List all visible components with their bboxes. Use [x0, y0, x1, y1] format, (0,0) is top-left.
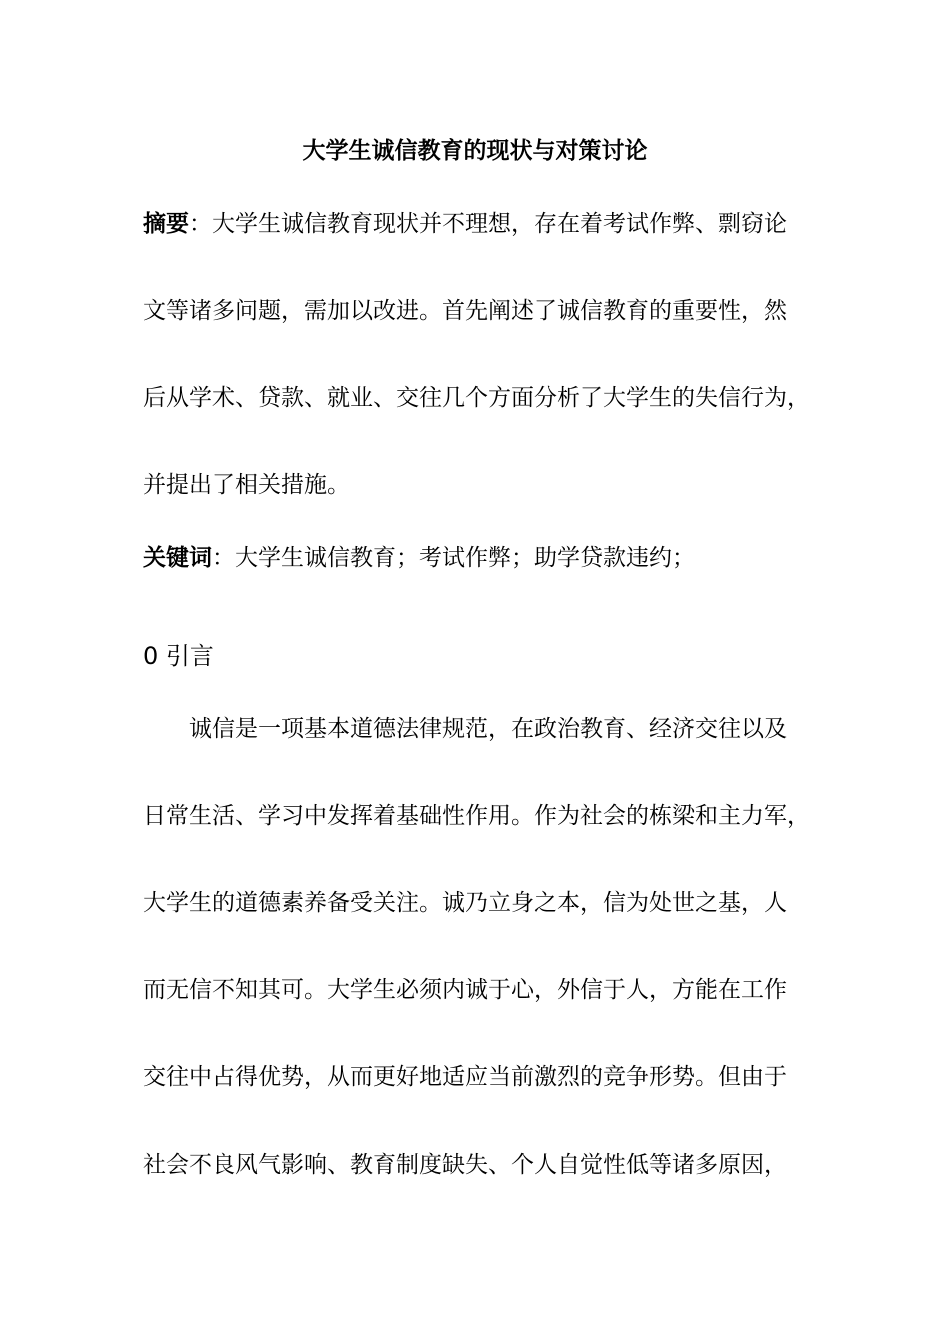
- abstract-separator: ：: [189, 211, 212, 237]
- abstract-text-line-1: 大学生诚信教育现状并不理想，存在着考试作弊、剽窃论: [212, 211, 787, 237]
- body-line-2: 日常生活、学习中发挥着基础性作用。作为社会的栋梁和主力军，: [143, 803, 810, 829]
- abstract-line-3: 后从学术、贷款、就业、交往几个方面分析了大学生的失信行为，: [143, 385, 810, 411]
- abstract-line-1: [143, 207, 823, 241]
- keywords-text: 大学生诚信教育；考试作弊；助学贷款违约；: [235, 545, 695, 571]
- body-line-6: 社会不良风气影响、教育制度缺失、个人自觉性低等诸多原因，: [143, 1152, 787, 1178]
- keywords-label: 关键词: [143, 545, 212, 571]
- abstract-label: 摘要: [143, 211, 189, 237]
- body-line-3: 大学生的道德素养备受关注。诚乃立身之本，信为处世之基，人: [143, 890, 787, 916]
- document-title: 大学生诚信教育的现状与对策讨论: [302, 138, 648, 164]
- body-line-4: 而无信不知其可。大学生必须内诚于心，外信于人，方能在工作: [143, 977, 787, 1003]
- keywords-separator: ：: [212, 545, 235, 571]
- keywords-line: [143, 541, 823, 575]
- section-heading: 0 引言: [143, 642, 214, 670]
- abstract-line-2: 文等诸多问题，需加以改进。首先阐述了诚信教育的重要性，然: [143, 298, 787, 324]
- body-line-5: 交往中占得优势，从而更好地适应当前激烈的竞争形势。但由于: [143, 1064, 787, 1090]
- body-line-1: 诚信是一项基本道德法律规范，在政治教育、经济交往以及: [189, 716, 787, 742]
- abstract-line-4: 并提出了相关措施。: [143, 472, 350, 498]
